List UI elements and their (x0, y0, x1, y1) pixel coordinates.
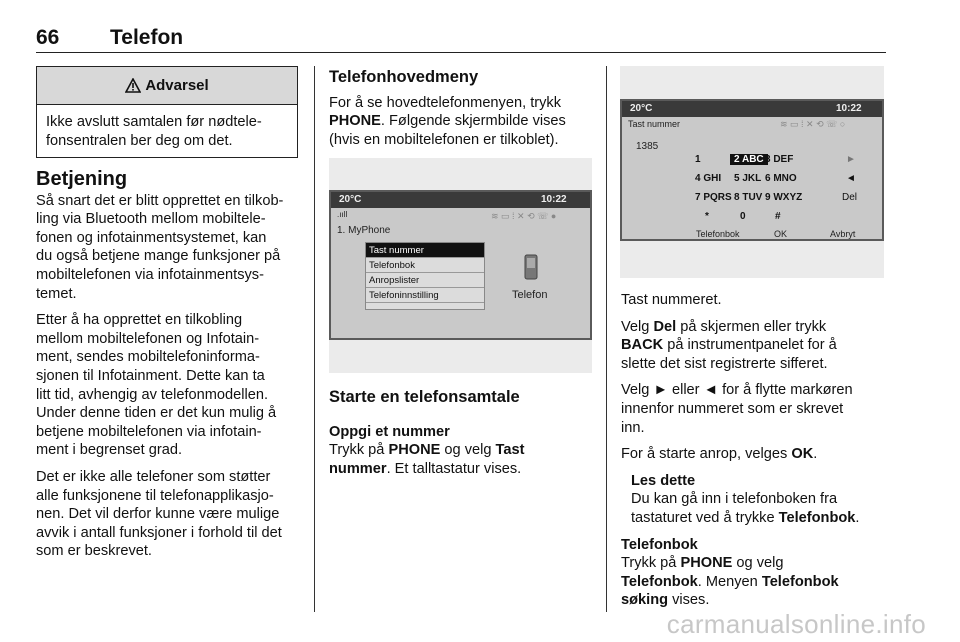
bold-term: nummer (329, 460, 387, 477)
bold-term: OK (791, 446, 814, 463)
text-line (329, 441, 599, 460)
text-fragment: For å starte anrop, velges (621, 446, 792, 463)
site-watermark: carmanualsonline.info (666, 609, 926, 639)
menu-item-telefonbok[interactable]: Telefonbok (366, 258, 484, 273)
key-2[interactable]: 2 ABC (730, 154, 768, 165)
warning-box (36, 66, 298, 158)
page-title: Telefon (110, 26, 184, 49)
warning-title: Advarsel (145, 77, 209, 94)
bold-term: Telefonbok (778, 509, 856, 526)
subheading: Oppgi et nummer (329, 423, 450, 440)
text-line: som er beskrevet. (36, 543, 152, 560)
section-heading: Telefonhovedmeny (329, 68, 479, 86)
clock: 10:22 (836, 103, 862, 114)
keypad-screenshot (620, 66, 884, 278)
intro-line: For å se hovedtelefonmenyen, trykk (329, 94, 561, 111)
left-column (36, 170, 302, 569)
note-box (621, 472, 891, 528)
bold-term: Telefonbok (761, 573, 839, 590)
text-line: alle funksjonene til telefonapplikasjo- (36, 487, 274, 504)
status-icons: ≋ ▭ ⁞ ✕ ⟲ ☏ ● (491, 211, 557, 221)
text-fragment: vises. (668, 592, 710, 609)
app-label: Telefon (512, 289, 548, 301)
phone-menu (365, 242, 485, 310)
phone-name: 1. MyPhone (337, 225, 391, 236)
text-fragment: tastaturet ved å trykke (631, 509, 779, 526)
paragraph (621, 381, 891, 437)
key-9[interactable]: 9 WXYZ (765, 192, 803, 203)
text-fragment: inn. (621, 419, 645, 436)
text-fragment: Trykk på (621, 555, 681, 572)
section-heading: Betjening (36, 168, 128, 190)
text-line: du også betjene mange funksjoner på (36, 248, 281, 265)
middle-lower (329, 388, 599, 478)
key-5[interactable]: 5 JKL (734, 173, 762, 184)
signal-icon: .ııll (337, 210, 348, 219)
paragraph-1 (36, 192, 302, 304)
menu-item-telefoninnstilling[interactable]: Telefoninnstilling (366, 288, 484, 303)
paragraph (621, 445, 891, 464)
column-divider-right (606, 66, 607, 612)
infotainment-screen (329, 190, 592, 340)
page-number: 66 (36, 26, 60, 49)
text-line: mobiltelefonen via infotainmentsys- (36, 266, 264, 283)
dialed-number: 1385 (636, 141, 659, 152)
phone-menu-screenshot (329, 158, 592, 373)
text-line: ling via Bluetooth mellom mobiltele- (36, 211, 266, 228)
text-line: nen. Det vil derfor kunne være mulige (36, 506, 280, 523)
text-line: ment i begrenset grad. (36, 442, 183, 459)
warning-header (37, 67, 297, 105)
paragraph (621, 318, 891, 374)
text-fragment: . Et talltastatur vises. (386, 460, 522, 477)
text-line: Tast nummeret. (621, 292, 722, 308)
section-heading: Starte en telefonsamtale (329, 388, 520, 406)
note-title: Les dette (631, 472, 696, 489)
intro-line (329, 112, 599, 131)
text-fragment: på instrumentpanelet for å (663, 337, 837, 354)
key-4[interactable]: 4 GHI (695, 173, 722, 184)
middle-column (329, 68, 599, 149)
text-line: Under denne tiden er det kun mulig å (36, 405, 277, 422)
key-star[interactable]: * (705, 211, 709, 222)
intro-line: (hvis en mobiltelefonen er tilkoblet). (329, 131, 559, 148)
bold-term: Tast (495, 442, 525, 459)
key-7[interactable]: 7 PQRS (695, 192, 732, 203)
text-line (329, 460, 599, 479)
paragraph (621, 536, 891, 610)
cancel-softkey[interactable]: Avbryt (830, 229, 856, 239)
infotainment-screen (620, 99, 884, 241)
menu-item-tast-nummer[interactable]: Tast nummer (366, 243, 484, 258)
text-fragment: og velg (732, 555, 784, 572)
warning-line: Ikke avslutt samtalen før nødtele- (46, 114, 262, 130)
text-fragment: . (813, 446, 818, 463)
text-line: Så snart det er blitt opprettet en tilkob- (36, 192, 284, 209)
warning-line: fonsentralen ber deg om det. (46, 132, 233, 149)
text-fragment: slette det sist registrerte sifferet. (621, 355, 828, 372)
text-fragment: Trykk på (329, 442, 389, 459)
status-bar (331, 192, 590, 208)
warning-triangle-icon (125, 78, 141, 93)
text-line: mellom mobiltelefonen og Infotain- (36, 330, 260, 347)
right-column (621, 291, 891, 610)
text-fragment: Du kan gå inn i telefonboken fra (631, 491, 838, 508)
bold-term: PHONE (329, 113, 381, 130)
key-6[interactable]: 6 MNO (765, 173, 797, 184)
status-icons: ≋ ▭ ⁞ ✕ ⟲ ☏ ○ (780, 119, 846, 129)
text-line: Det er ikke alle telefoner som støtter (36, 468, 271, 485)
bold-term: Del (653, 318, 677, 335)
temperature: 20°C (339, 194, 362, 205)
header-rule (36, 52, 886, 53)
key-0[interactable]: 0 (740, 211, 746, 222)
text-line: ment, sendes mobiltelefoninforma- (36, 349, 260, 366)
clock: 10:22 (541, 194, 567, 205)
phone-handset-icon (524, 254, 538, 280)
cursor-right-button[interactable]: ► (846, 154, 856, 165)
key-1[interactable]: 1 (695, 154, 701, 165)
phonebook-softkey[interactable]: Telefonbok (696, 229, 740, 239)
text-line: avvik i antall funksjoner i forhold til det (36, 524, 282, 541)
text-line: fonen og infotainmentsystemet, kan (36, 229, 267, 246)
paragraph-2 (36, 311, 302, 460)
text-fragment: og velg (440, 442, 496, 459)
text-fragment: . Følgende skjermbilde vises (380, 113, 566, 130)
text-line: sjonen til Infotainment. Dette kan ta (36, 367, 265, 384)
bold-term: PHONE (388, 442, 441, 459)
text-fragment: på skjermen eller trykk (676, 318, 827, 335)
text-fragment: Velg ► eller ◄ for å flytte markøren (621, 382, 853, 399)
menu-item-anropslister[interactable]: Anropslister (366, 273, 484, 288)
text-line: Etter å ha opprettet en tilkobling (36, 312, 243, 329)
bold-term: PHONE (680, 555, 733, 572)
subheading: Telefonbok (621, 536, 698, 553)
bold-term: Telefonbok (621, 573, 698, 590)
text-fragment: innenfor nummeret som er skrevet (621, 400, 844, 417)
bold-term: BACK (621, 337, 664, 354)
delete-button[interactable]: Del (842, 192, 858, 203)
key-hash[interactable]: # (775, 211, 781, 222)
text-line: litt tid, avhengig av telefonmodellen. (36, 386, 269, 403)
text-fragment: . (855, 509, 860, 526)
key-3[interactable]: 3 DEF (765, 154, 794, 165)
text-line: betjene mobiltelefonen via infotain- (36, 423, 262, 440)
paragraph-3 (36, 468, 302, 561)
cursor-left-button[interactable]: ◄ (846, 173, 856, 184)
ok-softkey[interactable]: OK (774, 229, 788, 239)
text-line: temet. (36, 285, 77, 302)
screen-title: Tast nummer (628, 119, 681, 129)
status-bar (622, 101, 882, 117)
key-8[interactable]: 8 TUV (734, 192, 763, 203)
temperature: 20°C (630, 103, 653, 114)
bold-term: søking (621, 592, 669, 609)
text-fragment: . Menyen (697, 573, 762, 590)
column-divider-left (314, 66, 315, 612)
text-fragment: Velg (621, 318, 654, 335)
